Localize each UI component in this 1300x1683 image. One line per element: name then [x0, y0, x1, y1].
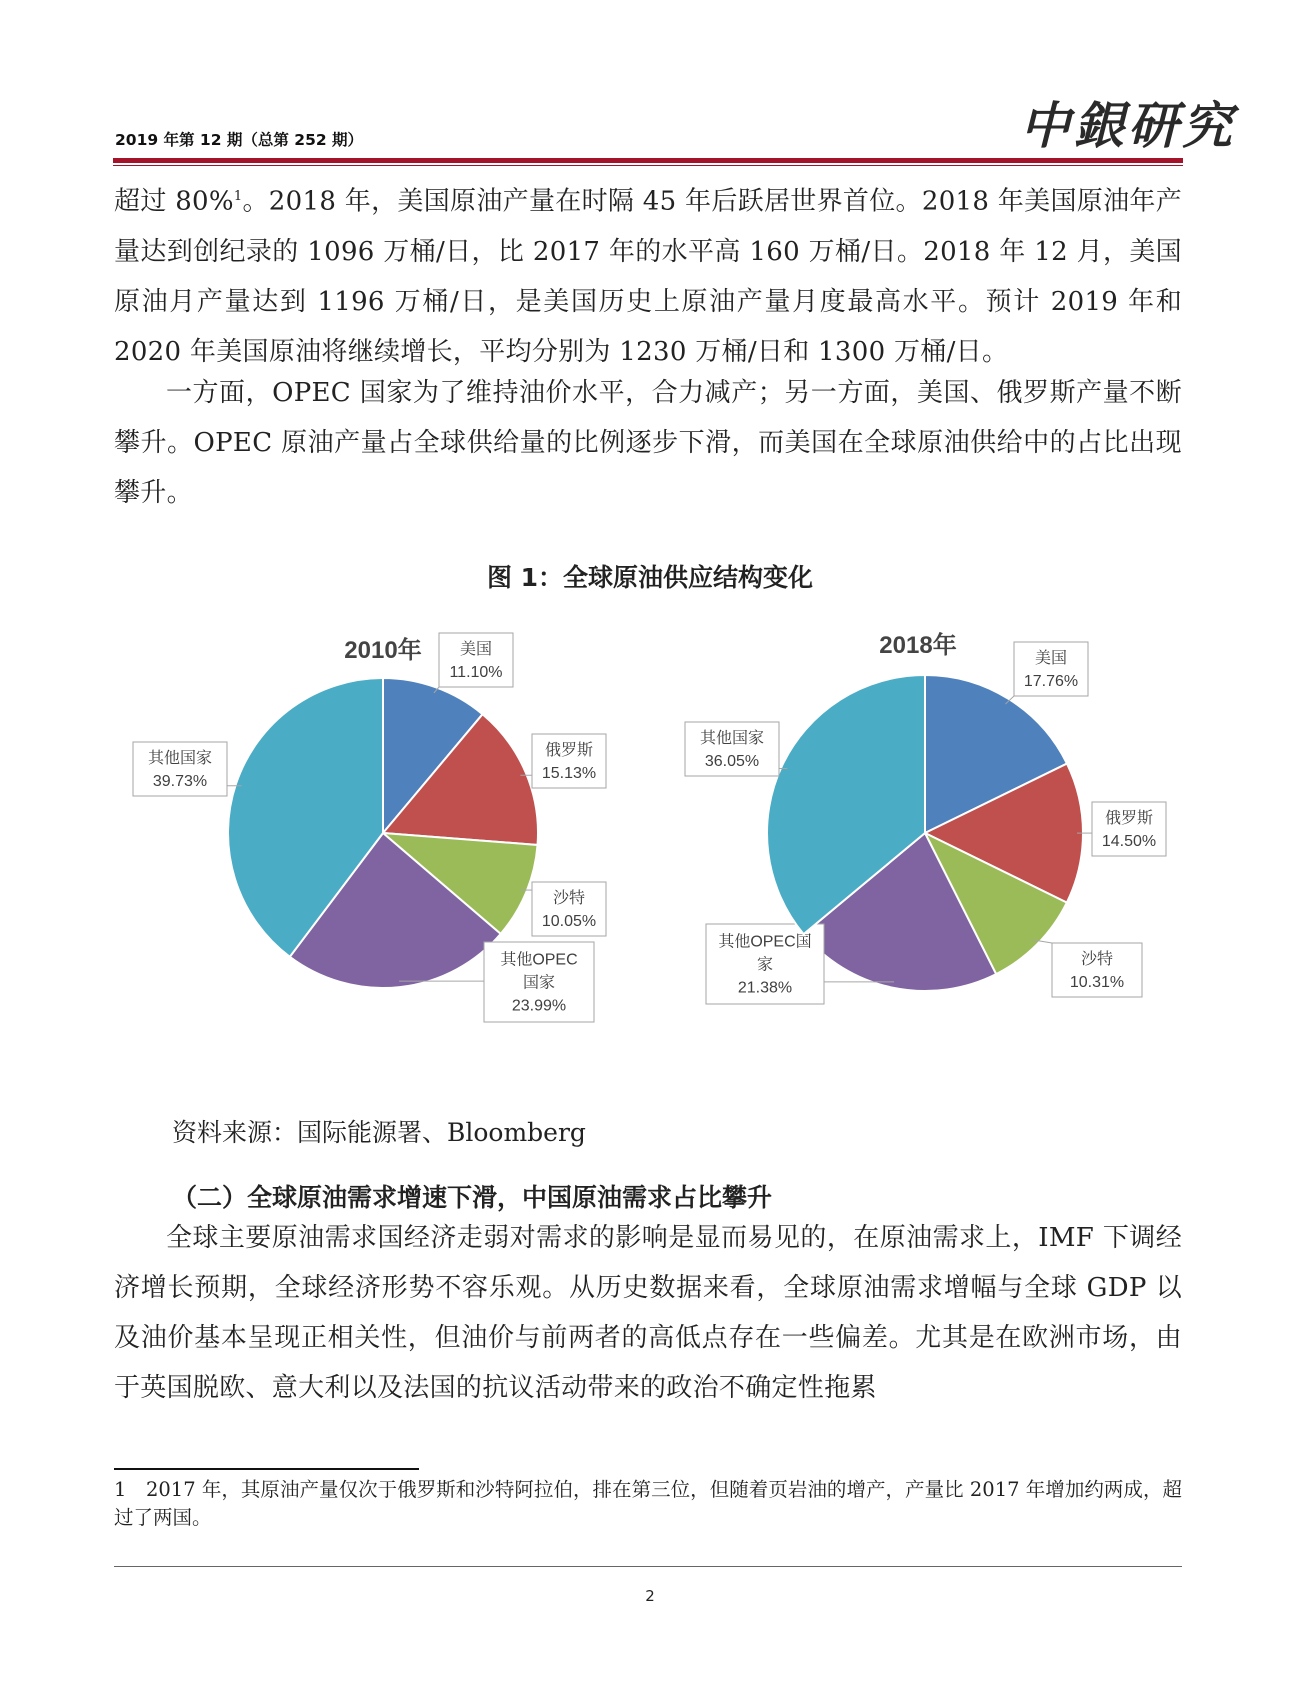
data-label-value: 14.50% [1101, 833, 1157, 850]
data-label-value: 21.38% [737, 979, 793, 997]
data-label-name: 沙特 [552, 890, 586, 907]
pie-chart-0 [133, 633, 606, 1022]
data-label-name: 沙特 [1080, 951, 1114, 968]
footnote-ref[interactable]: 1 [233, 189, 243, 204]
section-heading: （二）全球原油需求增速下滑，中国原油需求占比攀升 [172, 1183, 773, 1212]
paragraph-1-rest: 。2018 年，美国原油产量在时隔 45 年后跃居世界首位。2018 年美国原油年产量达到创纪录的 1096 万桶/日，比 2017 年的水平高 160 万桶/日。2018 年 12 月，美国原油月产量达到 1196 万桶/日，是美国历史上原油产量月度最高水平。预计 2019 年和 2020 年美国原油将继续增长，平均分别为 1230 万桶/日和 1300 万桶/日。 [114, 186, 1182, 367]
header-rule-thin [113, 165, 1183, 166]
issue-label: 2019 年第 12 期（总第 252 期） [115, 131, 364, 149]
header-rule [113, 158, 1183, 163]
paragraph-3: 全球主要原油需求国经济走弱对需求的影响是显而易见的，在原油需求上，IMF 下调经济增长预期，全球经济形势不容乐观。从历史数据来看，全球原油需求增幅与全球 GDP 以及油价基本呈现正相关性，但油价与前两者的高低点存在一些偏差。尤其是在欧洲市场，由于英国脱欧、意大利以及法国的抗议活动带来的政治不确定性拖累 [114, 1223, 1182, 1403]
page-number: 2 [645, 1587, 655, 1605]
figure-title: 图 1：全球原油供应结构变化 [486, 563, 814, 592]
data-label-name: 美国 [1034, 650, 1068, 667]
paragraph-2: 一方面，OPEC 国家为了维持油价水平，合力减产；另一方面，美国、俄罗斯产量不断攀升。OPEC 原油产量占全球供给量的比例逐步下滑，而美国在全球原油供给中的占比出现攀升。 [114, 378, 1182, 508]
data-label-name: 国家 [522, 974, 556, 992]
data-label-name: 美国 [459, 641, 493, 658]
footer-rule [114, 1566, 1182, 1567]
data-label-name: 其他OPEC国 [718, 933, 812, 951]
data-label-name: 其他国家 [147, 750, 213, 767]
pie-charts [0, 600, 1300, 1060]
data-label-name: 俄罗斯 [1104, 810, 1154, 827]
data-label-name: 其他OPEC [500, 951, 578, 969]
data-label-value: 36.05% [704, 753, 760, 770]
footnote-rule [114, 1468, 419, 1470]
data-label-value: 23.99% [511, 997, 567, 1015]
pie-title: 2010年 [344, 637, 422, 664]
data-label-name: 俄罗斯 [544, 742, 594, 759]
data-label-value: 17.76% [1023, 673, 1079, 690]
pie-title: 2018年 [879, 632, 957, 659]
footnote: 1 2017 年，其原油产量仅次于俄罗斯和沙特阿拉伯，排在第三位，但随着页岩油的增产，产量比 2017 年增加约两成，超过了两国。 [114, 1478, 1182, 1529]
pie-chart-1 [685, 631, 1166, 1004]
paragraph-1 [114, 172, 1182, 377]
data-label-name: 其他国家 [699, 730, 765, 747]
paragraph-1-lead: 超过 80% [114, 186, 234, 217]
data-label-value: 10.31% [1069, 974, 1125, 991]
source-note: 资料来源：国际能源署、Bloomberg [172, 1118, 586, 1147]
logo: 中銀研究 [1020, 96, 1236, 155]
data-label-value: 15.13% [541, 765, 597, 782]
data-label-value: 10.05% [541, 913, 597, 930]
data-label-name: 家 [756, 956, 774, 974]
data-label-value: 11.10% [449, 664, 503, 681]
data-label-value: 39.73% [152, 773, 208, 790]
